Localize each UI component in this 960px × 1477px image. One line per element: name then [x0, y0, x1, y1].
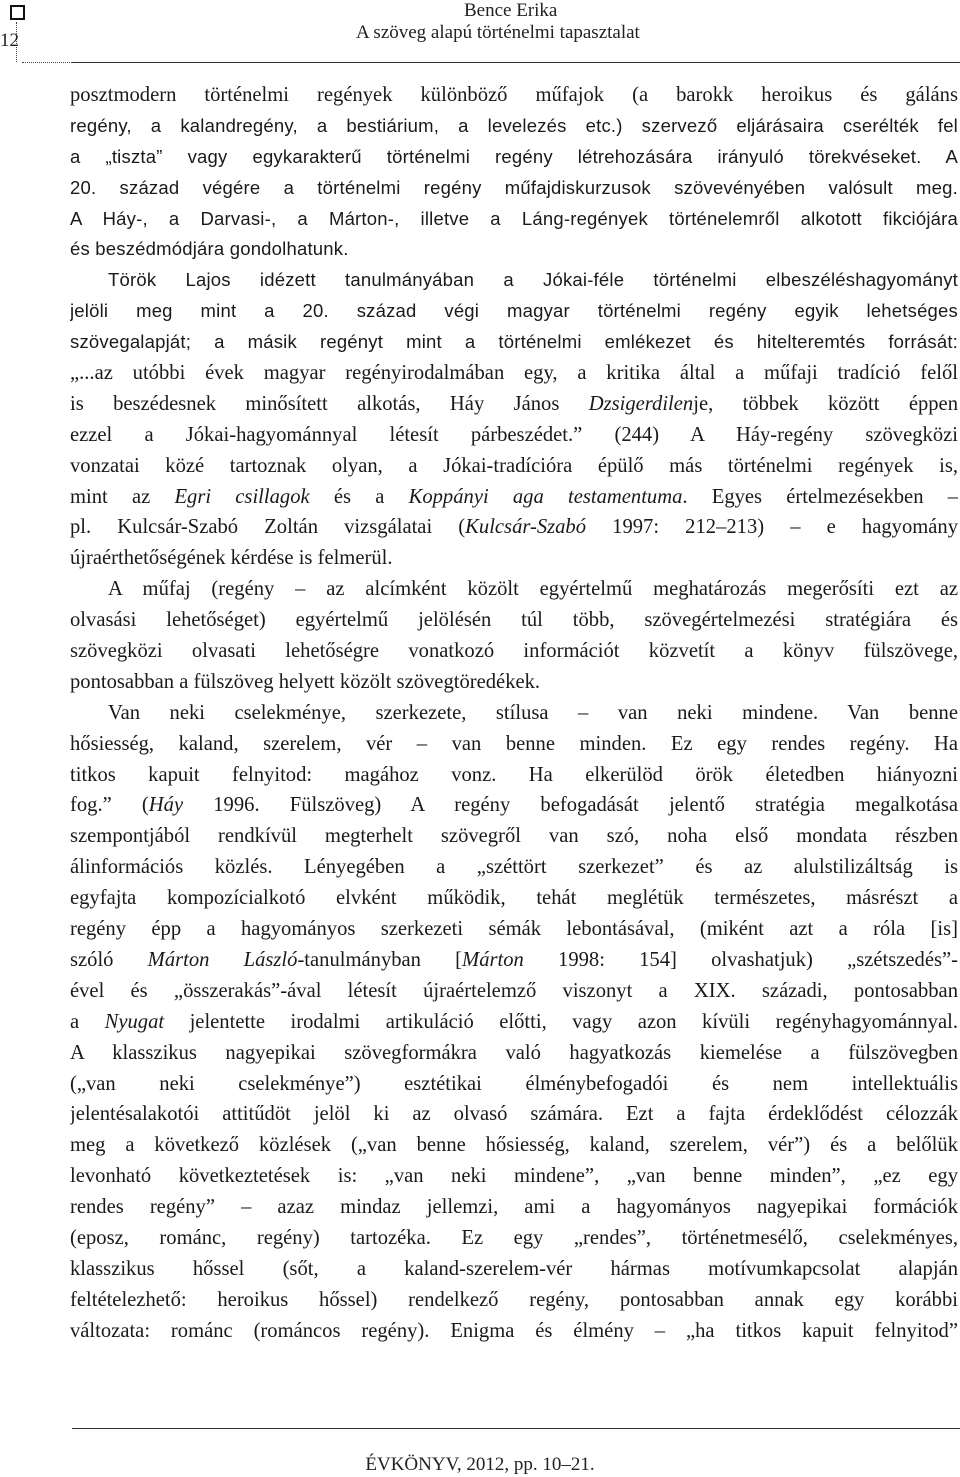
text-line	[70, 636, 958, 667]
italic-segment: Nyugat	[104, 1010, 165, 1033]
text-line	[70, 698, 958, 729]
text-segment: pontosabban a fülszöveg helyett közölt szövegtöredékek.	[70, 670, 541, 693]
text-segment: regény épp a hagyományos szerkezeti sémák lebontásával, (miként azt a róla [is]	[70, 918, 958, 941]
text-line	[70, 420, 958, 451]
text-segment: szempontjából rendkívül megterhelt szövegről van szó, noha első mondata részben	[70, 825, 958, 848]
text-line	[70, 914, 958, 945]
text-segment: 20. század végére a történelmi regény műfajdiskurzusok szövevényében valósult meg.	[70, 176, 958, 198]
text-segment: mint az	[70, 485, 175, 508]
text-line	[70, 1007, 958, 1038]
italic-segment: Kulcsár-Szabó	[465, 516, 587, 539]
text-line	[70, 543, 958, 574]
text-line	[70, 574, 958, 605]
text-segment: . Egyes értelmezésekben –	[682, 485, 958, 508]
corner-box-icon	[10, 5, 25, 20]
text-line	[70, 1038, 958, 1069]
text-line	[70, 883, 958, 914]
text-segment: jelentésalakotói attitűdöt jelöl ki az olvasó számára. Ezt a fajta érdeklődést célozzák	[70, 1103, 958, 1126]
text-line	[70, 111, 958, 142]
text-line	[70, 173, 958, 204]
text-line	[70, 945, 958, 976]
text-line	[70, 389, 958, 420]
text-segment: („van neki cselekménye”) esztétikai élménybefogadói és nem intellektuális	[70, 1072, 958, 1095]
text-line	[70, 142, 958, 173]
text-segment: (eposz, románc, regény) tartozéka. Ez egy „rendes”, történetmesélő, cselekményes,	[70, 1226, 958, 1249]
text-segment: 1997: 212–213) – e hagyomány	[586, 516, 958, 539]
text-segment: meg a következő közlések („van benne hősiesség, kaland, szerelem, vér”) és a belőlük	[70, 1134, 958, 1157]
body-text	[70, 80, 958, 1347]
italic-segment: Egri csillagok	[174, 485, 310, 508]
text-segment: a „tiszta” vagy egykarakterű történelmi regény létrehozására irányuló törekvéseket. A	[70, 145, 958, 167]
footer-citation: ÉVKÖNYV, 2012, pp. 10–21.	[365, 1454, 595, 1475]
text-line	[70, 1130, 958, 1161]
text-line	[70, 1099, 958, 1130]
text-line	[70, 852, 958, 883]
text-segment: A műfaj (regény – az alcímként közölt egyértelmű meghatározás megerősíti ezt az	[108, 578, 958, 601]
text-line	[70, 605, 958, 636]
text-line	[70, 80, 958, 111]
text-line	[70, 1161, 958, 1192]
running-head-title: A szöveg alapú történelmi tapasztalat	[356, 22, 640, 43]
text-segment: egyfajta kompozícialkotó elvként működik, tehát meglétük természetes, másrészt a	[70, 887, 958, 910]
text-segment: és beszédmódjára gondolhatunk.	[70, 238, 349, 260]
text-line	[70, 327, 958, 358]
text-segment: posztmodern történelmi regények különböző műfajok (a barokk heroikus és gáláns	[70, 84, 958, 106]
text-segment: álinformációs közlés. Lényegében a „széttört szerkezet” és az alulstilizáltság is	[70, 856, 958, 879]
text-line	[70, 234, 958, 265]
text-segment: jelentette irodalmi artikuláció előtti, vagy azon kívüli regényhagyománnyal.	[164, 1010, 958, 1033]
text-segment: vonzatai közé tartoznak olyan, a Jókai-tradícióra épülő más történelmi regények is,	[70, 454, 958, 477]
text-segment: jelöli meg mint a 20. század végi magyar történelmi regény egyik lehetséges	[70, 300, 958, 322]
footer-rule	[72, 1428, 960, 1429]
text-line	[70, 790, 958, 821]
header-rule	[72, 62, 960, 63]
text-line	[70, 358, 958, 389]
text-line	[70, 1069, 958, 1100]
text-segment: -tanulmányban [	[297, 948, 463, 971]
text-line	[70, 451, 958, 482]
text-segment: a	[70, 1010, 105, 1033]
text-segment: 1998: 154] olvashatjuk) „szétszedés”-	[523, 948, 958, 971]
text-segment: szövegalapját; a másik regényt mint a történelmi emlékezet és hitelteremtés forrását:	[70, 331, 958, 353]
text-line	[70, 760, 958, 791]
page-number: 12	[0, 30, 19, 51]
text-segment: ezzel a Jókai-hagyománnyal létesít párbeszédet.” (244) A Háy-regény szövegközi	[70, 423, 958, 446]
text-segment: 1996. Fülszöveg) A regény befogadását jelentő stratégia megalkotása	[183, 794, 958, 817]
text-segment: regény, a kalandregény, a bestiárium, a levelezés etc.) szervező eljárásaira cserélték fel	[70, 114, 958, 136]
running-head-author: Bence Erika	[464, 0, 558, 21]
horizontal-dotted-rule	[22, 62, 72, 63]
text-line	[70, 512, 958, 543]
text-segment: je, többek között éppen	[693, 392, 958, 415]
text-segment: rendes regény” – azaz mindaz jellemzi, ami a hagyományos nagyepikai formációk	[70, 1196, 958, 1219]
text-segment: feltételezhető: heroikus hőssel) rendelkező regény, pontosabban annak egy korábbi	[70, 1288, 958, 1311]
italic-segment: Dzsigerdilen	[588, 392, 694, 415]
text-line	[70, 667, 958, 698]
text-line	[70, 1192, 958, 1223]
text-segment: fog.” (	[70, 794, 149, 817]
text-segment: levonható következtetések is: „van neki mindene”, „van benne minden”, „ez egy	[70, 1165, 958, 1188]
text-segment: A klasszikus nagyepikai szövegformákra való hagyatkozás kiemelése a fülszövegben	[70, 1041, 958, 1064]
text-line	[70, 729, 958, 760]
text-segment: és a	[309, 485, 409, 508]
italic-segment: Háy	[148, 794, 184, 817]
text-line	[70, 265, 958, 296]
text-line	[70, 976, 958, 1007]
text-segment: titkos kapuit felnyitod: magához vonz. Ha elkerülöd örök életedben hiányozni	[70, 763, 958, 786]
text-segment: is beszédesnek minősített alkotás, Háy János	[70, 392, 589, 415]
text-line	[70, 1223, 958, 1254]
italic-segment: Koppányi aga testamentuma	[408, 485, 683, 508]
text-segment: pl. Kulcsár-Szabó Zoltán vizsgálatai (	[70, 516, 466, 539]
text-line	[70, 204, 958, 235]
text-segment: változata: románc (románcos regény). Enigma és élmény – „ha titkos kapuit felnyitod”	[70, 1319, 958, 1342]
text-segment: Török Lajos idézett tanulmányában a Jókai-féle történelmi elbeszéléshagyományt	[108, 269, 958, 291]
text-segment: klasszikus hőssel (sőt, a kaland-szerelem-vér hármas motívumkapcsolat alapján	[70, 1257, 958, 1280]
italic-segment: Márton	[462, 948, 524, 971]
text-segment: újraérthetőségének kérdése is felmerül.	[70, 547, 393, 570]
text-line	[70, 821, 958, 852]
text-line	[70, 1316, 958, 1347]
text-segment: szóló	[70, 948, 148, 971]
text-segment: hősiesség, kaland, szerelem, vér – van benne minden. Ez egy rendes regény. Ha	[70, 732, 958, 755]
italic-segment: Márton László	[147, 948, 298, 971]
text-line	[70, 482, 958, 513]
text-line	[70, 296, 958, 327]
text-line	[70, 1254, 958, 1285]
text-segment: ével és „összerakás”-ával létesít újraértelemző viszonyt a XIX. századi, pontosabban	[70, 979, 958, 1002]
text-segment: szövegközi olvasati lehetőségre vonatkozó információt közvetít a könyv fülszövege,	[70, 640, 958, 663]
text-segment: Van neki cselekménye, szerkezete, stílusa – van neki mindene. Van benne	[108, 701, 958, 724]
text-line	[70, 1285, 958, 1316]
text-segment: olvasási lehetőséget) egyértelmű jelölésén túl több, szövegértelmezési stratégiára és	[70, 609, 958, 632]
text-segment: „...az utóbbi évek magyar regényirodalmában egy, a kritika által a műfaji tradíció felől	[70, 362, 958, 385]
text-segment: A Háy-, a Darvasi-, a Márton-, illetve a Láng-regények történelemről alkotott fikciójára	[70, 207, 958, 229]
